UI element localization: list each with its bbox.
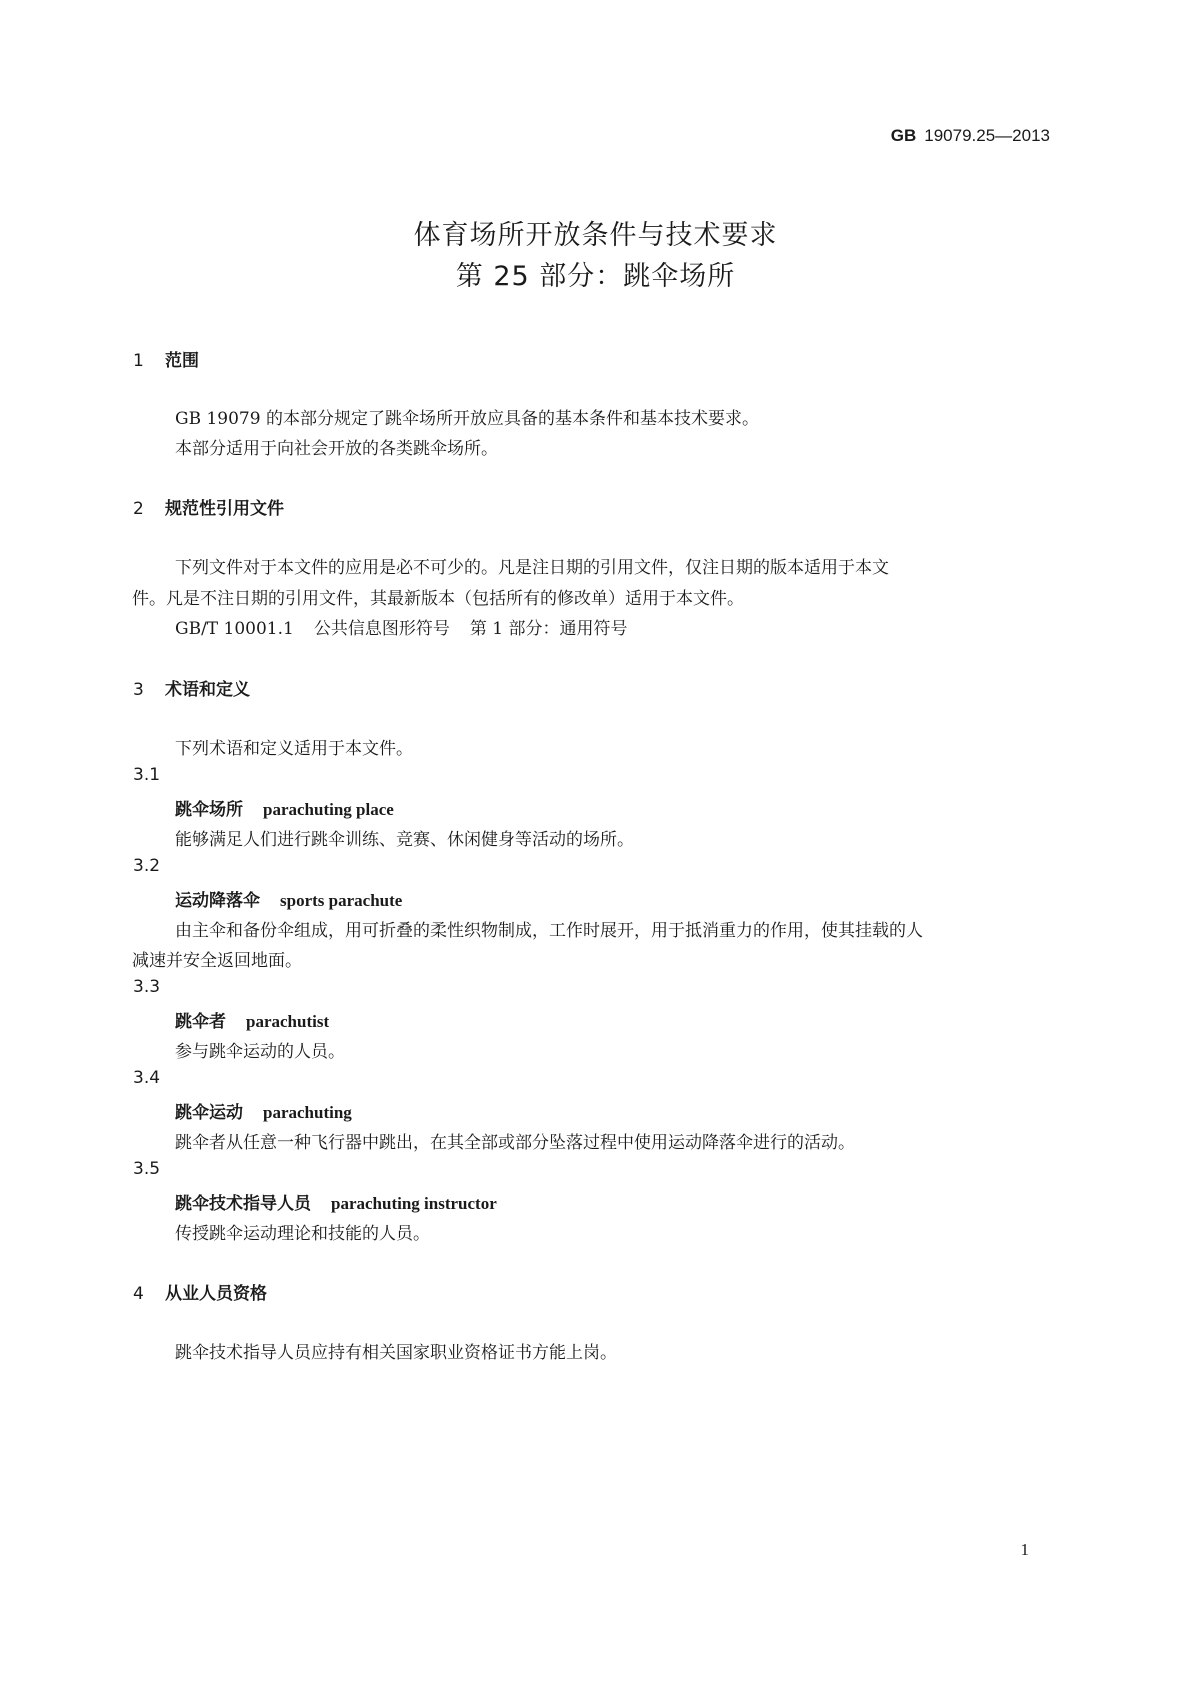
standard-prefix: GB <box>890 126 917 145</box>
paragraph: 跳伞技术指导人员应持有相关国家职业资格证书方能上岗。 <box>175 1343 617 1363</box>
term-definition: 参与跳伞运动的人员。 <box>175 1042 345 1062</box>
term-heading: 跳伞运动 parachuting <box>175 1103 352 1123</box>
reference-code: GB/T 10001.1 <box>175 619 294 639</box>
term-heading: 跳伞场所 parachuting place <box>175 800 394 820</box>
section-2-heading: 2 规范性引用文件 <box>133 499 284 519</box>
term-definition: 跳伞者从任意一种飞行器中跳出，在其全部或部分坠落过程中使用运动降落伞进行的活动。 <box>175 1133 855 1153</box>
term-heading: 运动降落伞 sports parachute <box>175 891 403 911</box>
normative-reference <box>175 614 627 639</box>
term-number: 3.2 <box>133 856 161 876</box>
section-4-heading: 4 从业人员资格 <box>133 1284 267 1304</box>
paragraph: 本部分适用于向社会开放的各类跳伞场所。 <box>175 439 498 459</box>
paragraph: 下列术语和定义适用于本文件。 <box>175 739 413 759</box>
section-1-heading: 1 范围 <box>133 351 199 371</box>
paragraph: GB 19079 的本部分规定了跳伞场所开放应具备的基本条件和基本技术要求。 <box>175 409 759 429</box>
reference-title: 公共信息图形符号 <box>313 619 450 639</box>
reference-part: 第 1 部分：通用符号 <box>469 619 628 639</box>
standard-number: 19079.25—2013 <box>924 126 1050 145</box>
paragraph: 件。凡是不注日期的引用文件，其最新版本（包括所有的修改单）适用于本文件。 <box>132 589 744 609</box>
document-subtitle: 第 25 部分：跳伞场所 <box>455 261 736 292</box>
term-definition: 减速并安全返回地面。 <box>132 951 302 971</box>
page-number: 1 <box>1020 1540 1029 1559</box>
section-3-heading: 3 术语和定义 <box>133 680 250 700</box>
term-definition: 由主伞和备份伞组成，用可折叠的柔性织物制成，工作时展开，用于抵消重力的作用，使其挂载的人 <box>175 921 923 941</box>
term-definition: 传授跳伞运动理论和技能的人员。 <box>175 1224 430 1244</box>
standard-code <box>891 126 1050 146</box>
term-number: 3.4 <box>133 1068 161 1088</box>
term-number: 3.3 <box>133 977 161 997</box>
document-title: 体育场所开放条件与技术要求 <box>413 220 778 251</box>
term-number: 3.1 <box>133 765 161 785</box>
term-heading: 跳伞者 parachutist <box>175 1012 330 1032</box>
paragraph: 下列文件对于本文件的应用是必不可少的。凡是注日期的引用文件，仅注日期的版本适用于本文 <box>175 558 889 578</box>
term-heading: 跳伞技术指导人员 parachuting instructor <box>175 1194 497 1214</box>
term-definition: 能够满足人们进行跳伞训练、竞赛、休闲健身等活动的场所。 <box>175 830 634 850</box>
term-number: 3.5 <box>133 1159 161 1179</box>
